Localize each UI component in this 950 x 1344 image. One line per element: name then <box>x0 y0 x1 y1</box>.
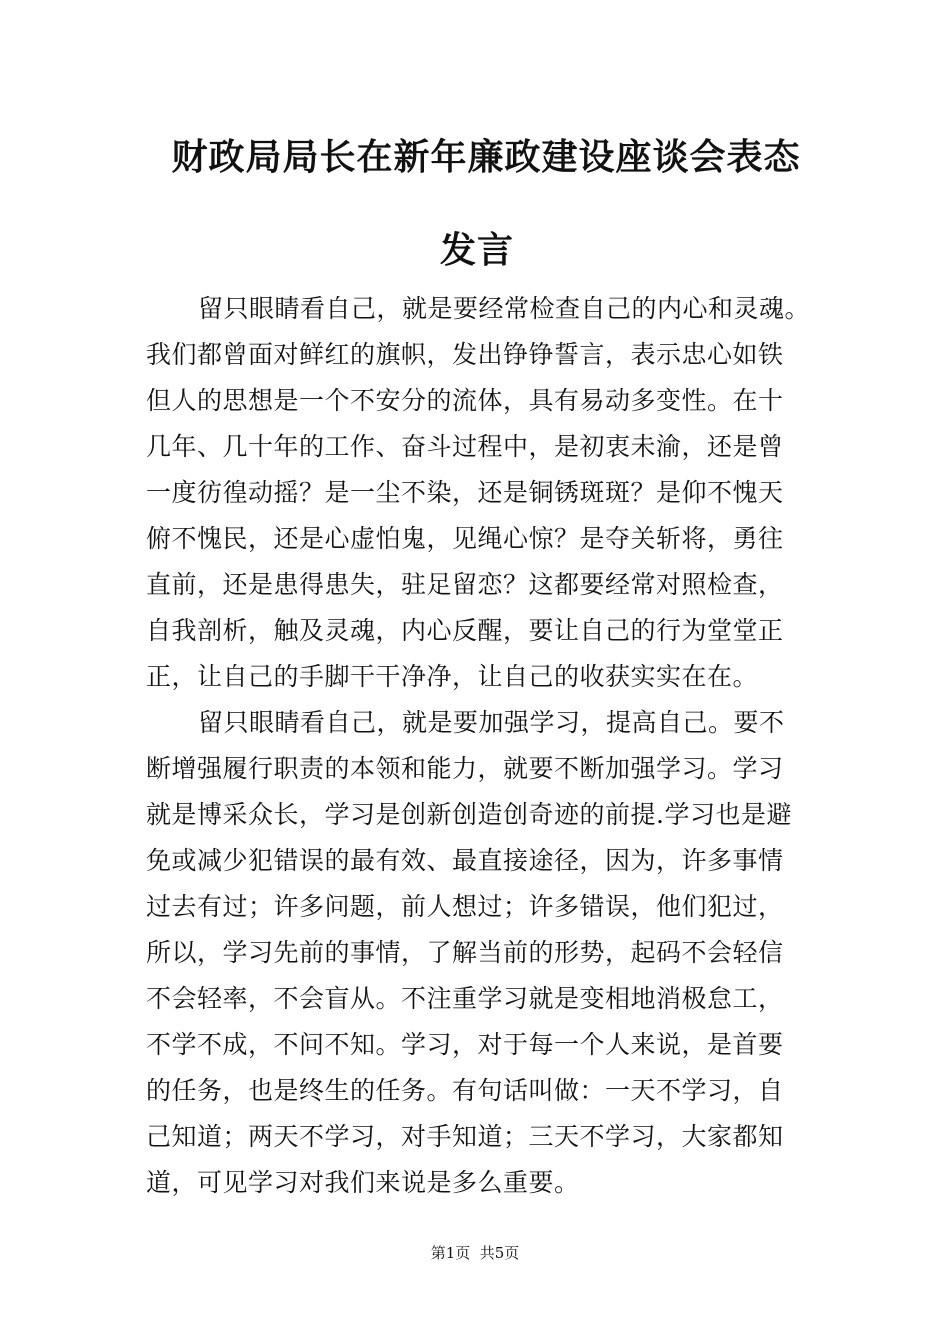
paragraph-line: 不学不成，不问不知。学习，对于每一个人来说，是首要 <box>146 1030 784 1059</box>
paragraph-line: 自我剖析，触及灵魂，内心反醒，要让自己的行为堂堂正 <box>146 616 784 645</box>
paragraph-line: 我们都曾面对鲜红的旗帜，发出铮铮誓言，表示忠心如铁 <box>146 340 784 369</box>
document-title-line-1: 财政局局长在新年廉政建设座谈会表态 <box>171 137 801 178</box>
paragraph-line: 留只眼睛看自己，就是要加强学习，提高自己。要不 <box>198 708 785 737</box>
paragraph-line: 过去有过；许多问题，前人想过；许多错误，他们犯过， <box>146 892 784 921</box>
paragraph-line: 但人的思想是一个不安分的流体，具有易动多变性。在十 <box>146 386 784 415</box>
paragraph-line: 道，可见学习对我们来说是多么重要。 <box>146 1168 580 1197</box>
paragraph-line: 的任务，也是终生的任务。有句话叫做：一天不学习，自 <box>146 1076 784 1105</box>
page-footer: 第1页 共5页 <box>430 1244 520 1262</box>
paragraph-line: 己知道；两天不学习，对手知道；三天不学习，大家都知 <box>146 1122 784 1151</box>
paragraph-line: 就是博采众长，学习是创新创造创奇迹的前提.学习也是避 <box>146 800 792 829</box>
paragraph-line: 所以，学习先前的事情，了解当前的形势，起码不会轻信 <box>146 938 784 967</box>
paragraph-line: 断增强履行职责的本领和能力，就要不断加强学习。学习 <box>146 754 784 783</box>
paragraph-line: 留只眼睛看自己，就是要经常检查自己的内心和灵魂。 <box>198 294 811 323</box>
paragraph-line: 直前，还是患得患失，驻足留恋？这都要经常对照检查， <box>146 570 784 599</box>
paragraph-line: 俯不愧民，还是心虚怕鬼，见绳心惊？是夺关斩将，勇往 <box>146 524 784 553</box>
document-title-line-2: 发言 <box>439 230 514 271</box>
paragraph-line: 免或减少犯错误的最有效、最直接途径，因为，许多事情 <box>146 846 784 875</box>
paragraph-line: 一度彷徨动摇？是一尘不染，还是铜锈斑斑？是仰不愧天 <box>146 478 784 507</box>
paragraph-line: 几年、几十年的工作、奋斗过程中，是初衷未渝，还是曾 <box>146 432 784 461</box>
paragraph-line: 不会轻率，不会盲从。不注重学习就是变相地消极怠工， <box>146 984 784 1013</box>
paragraph-line: 正，让自己的手脚干干净净，让自己的收获实实在在。 <box>146 662 759 691</box>
